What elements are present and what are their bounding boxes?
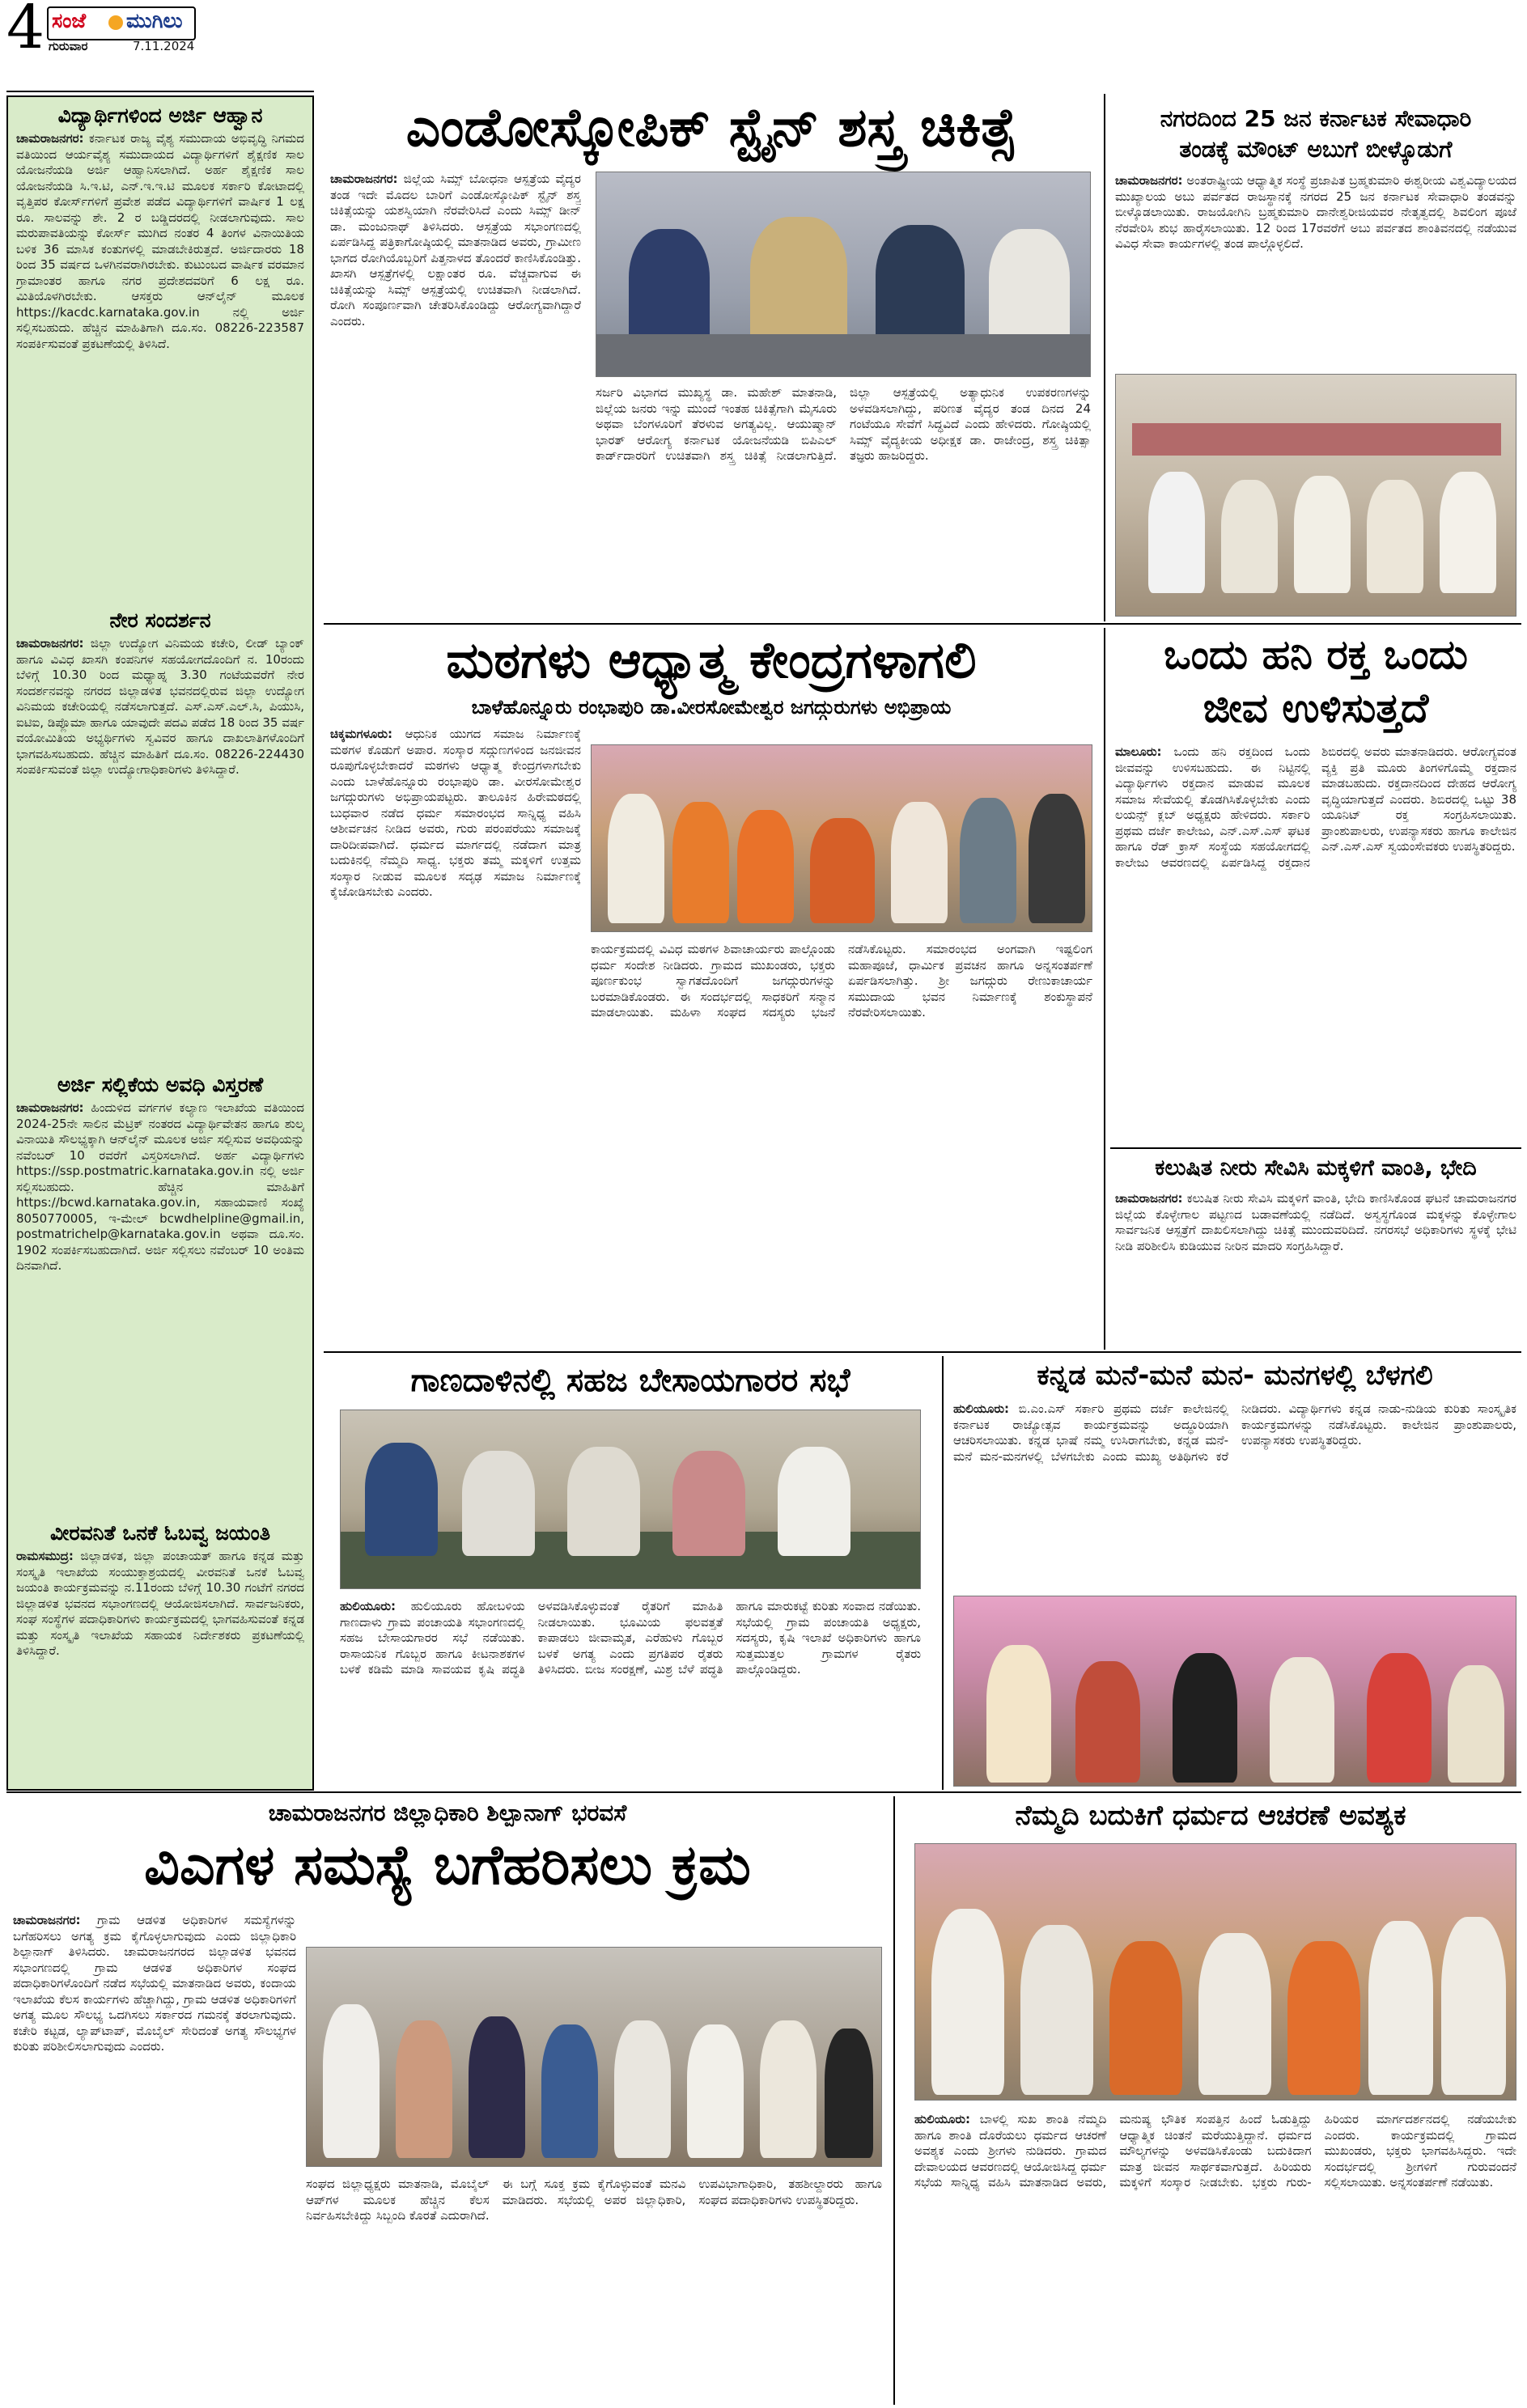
divider-bottom-right (893, 1796, 895, 2405)
lead-body-right (596, 385, 1091, 617)
blood-headline-line1: ಒಂದು ಹನಿ ರಕ್ತ ಒಂದು (1164, 631, 1468, 678)
sidebar-article4-text: ಜಿಲ್ಲಾಡಳಿತ, ಜಿಲ್ಲಾ ಪಂಚಾಯತ್ ಹಾಗೂ ಕನ್ನಡ ಮತ್ತು ಸಂಸ್ಕೃತಿ ಇಲಾಖೆಯ ಸಂಯುಕ್ತಾಶ್ರಯದಲ್ಲಿ ವೀರವನಿತೆ ಒನಕೆ ಓಬವ್ವ ಜಯಂತಿ ಕಾರ್ಯಕ್ರಮವನ್ನು ನ.11ರಂದು ಬೆಳಿಗ್ಗೆ 10.30 ಗಂಟೆಗೆ ನಗರದ ಜಿಲ್ಲಾಡಳಿತ ಭವನದ ಸಭಾಂಗಣದಲ್ಲಿ ಆಯೋಜಿಸಲಾಗಿದೆ. ಸಾರ್ವಜನಿಕರು, ಸಂಘ ಸಂಸ್ಥೆಗಳ ಪದಾಧಿಕಾರಿಗಳು ಕಾರ್ಯಕ್ರಮದಲ್ಲಿ ಭಾಗವಹಿಸುವಂತೆ ಕನ್ನಡ ಮತ್ತು ಸಂಸ್ಕೃತಿ ಇಲಾಖೆಯ ಸಹಾಯಕ ನಿರ್ದೇಶಕರು ಪ್ರಕಟಣೆಯಲ್ಲಿ ತಿಳಿಸಿದ್ದಾರೆ. (16, 1549, 304, 1658)
kannada-body-text: ಬಿ.ಎಂ.ಎಸ್ ಸರ್ಕಾರಿ ಪ್ರಥಮ ದರ್ಜೆ ಕಾಲೇಜಿನಲ್ಲಿ ಕರ್ನಾಟಕ ರಾಜ್ಯೋತ್ಸವ ಕಾರ್ಯಕ್ರಮವನ್ನು ಅದ್ಧೂರಿಯಾಗಿ ಆಚರಿಸಲಾಯಿತು. ಕನ್ನಡ ಭಾಷೆ ನಮ್ಮ ಉಸಿರಾಗಬೇಕು, ಕನ್ನಡ ಮನೆ-ಮನೆ ಮನ-ಮನಗಳಲ್ಲಿ ಬೆಳಗಬೇಕು ಎಂದು ಮುಖ್ಯ ಅತಿಥಿಗಳು ಕರೆ ನೀಡಿದರು. ವಿದ್ಯಾರ್ಥಿಗಳು ಕನ್ನಡ ನಾಡು-ನುಡಿಯ ಕುರಿತು ಸಾಂಸ್ಕೃತಿಕ ಕಾರ್ಯಕ್ರಮಗಳನ್ನು ನಡೆಸಿಕೊಟ್ಟರು. ಕಾಲೇಜಿನ ಪ್ರಾಂಶುಪಾಲರು, ಉಪನ್ಯಾಸಕರು ಉಪಸ್ಥಿತರಿದ್ದರು. (953, 1401, 1516, 1464)
ganadalu-story (324, 1356, 937, 1790)
sidebar-article2-dateline: ಚಾಮರಾಜನಗರ: (16, 636, 84, 651)
sidebar-article1-text: ಕರ್ನಾಟಕ ರಾಜ್ಯ ವೈಶ್ಯ ಸಮುದಾಯ ಅಭಿವೃದ್ಧಿ ನಿಗಮದ ವತಿಯಿಂದ ಆರ್ಯವೈಶ್ಯ ಸಮುದಾಯದ ವಿದ್ಯಾರ್ಥಿಗಳಿಗೆ ಶೈಕ್ಷಣಿಕ ಸಾಲ ಯೋಜನೆಯಡಿ ಅರ್ಜಿ ಆಹ್ವಾನಿಸಲಾಗಿದೆ. ಅರ್ಹ ಶೈಕ್ಷಣಿಕ ಸಾಲ ಯೋಜನೆಯಡಿ ಸಿ.ಇ.ಟಿ, ಎನ್.ಇ.ಇ.ಟಿ ಮೂಲಕ ಸರ್ಕಾರಿ ಕೋಟಾದಲ್ಲಿ ವೃತ್ತಿಪರ ಕೋರ್ಸ್‌ಗಳಿಗೆ ಪ್ರವೇಶ ಪಡೆದ ವಿದ್ಯಾರ್ಥಿಗಳಿಗೆ ವಾರ್ಷಿಕ 1 ಲಕ್ಷ ರೂ. ಸಾಲವನ್ನು ಶೇ. 2 ರ ಬಡ್ಡಿದರದಲ್ಲಿ ನೀಡಲಾಗುವುದು. ಸಾಲ ಮರುಪಾವತಿಯನ್ನು ಕೋರ್ಸ್ ಮುಗಿದ ನಂತರ 4 ತಿಂಗಳ ವಿನಾಯಿತಿಯ ಬಳಿಕ 36 ಮಾಸಿಕ ಕಂತುಗಳಲ್ಲಿ ಮಾಡಬೇಕಿರುತ್ತದೆ. ಅರ್ಜಿದಾರರು 18 ರಿಂದ 35 ವರ್ಷದ ಒಳಗಿನವರಾಗಿರಬೇಕು. ಕುಟುಂಬದ ವಾರ್ಷಿಕ ವರಮಾನ ಗ್ರಾಮಾಂತರ ಹಾಗೂ ನಗರ ಪ್ರದೇಶದವರಿಗೆ 6 ಲಕ್ಷ ರೂ. ಮಿತಿಯೊಳಗಿರಬೇಕು. ಆಸಕ್ತರು ಆನ್‌ಲೈನ್ ಮೂಲಕ https://kacdc.karnataka.gov.in ನಲ್ಲಿ ಅರ್ಜಿ ಸಲ್ಲಿಸಬಹುದು. ಹೆಚ್ಚಿನ ಮಾಹಿತಿಗಾಗಿ ದೂ.ಸಂ. 08226-223587 ಸಂಪರ್ಕಿಸುವಂತೆ ಪ್ರಕಟಣೆಯಲ್ಲಿ ತಿಳಿಸಿದೆ. (16, 131, 304, 351)
lead-dateline: ಚಾಮರಾಜನಗರ: (330, 172, 398, 186)
masthead-date: 7.11.2024 (133, 39, 195, 53)
sidebar-article4-dateline: ರಾಮಸಮುದ್ರ: (16, 1549, 74, 1563)
mathagalu-body-b: ಕಾರ್ಯಕ್ರಮದಲ್ಲಿ ವಿವಿಧ ಮಠಗಳ ಶಿವಾಚಾರ್ಯರು ಪಾಲ್ಗೊಂಡು ಧರ್ಮ ಸಂದೇಶ ನೀಡಿದರು. ಗ್ರಾಮದ ಮುಖಂಡರು, ಭಕ್ತರು ಪೂರ್ಣಕುಂಭ ಸ್ವಾಗತದೊಂದಿಗೆ ಜಗದ್ಗುರುಗಳನ್ನು ಬರಮಾಡಿಕೊಂಡರು. ಈ ಸಂದರ್ಭದಲ್ಲಿ ಸಾಧಕರಿಗೆ ಸನ್ಮಾನ ಮಾಡಲಾಯಿತು. ಮಹಿಳಾ ಸಂಘದ ಸದಸ್ಯರು ಭಜನೆ ನಡೆಸಿಕೊಟ್ಟರು. ಸಮಾರಂಭದ ಅಂಗವಾಗಿ ಇಷ್ಟಲಿಂಗ ಮಹಾಪೂಜೆ, ಧಾರ್ಮಿಕ ಪ್ರವಚನ ಹಾಗೂ ಅನ್ನಸಂತರ್ಪಣೆ ಏರ್ಪಡಿಸಲಾಗಿತ್ತು. ಶ್ರೀ ಜಗದ್ಗುರು ರೇಣುಕಾಚಾರ್ಯ ಸಮುದಾಯ ಭವನ ನಿರ್ಮಾಣಕ್ಕೆ ಶಂಕುಸ್ಥಾಪನೆ ನೆರವೇರಿಸಲಾಯಿತು. (591, 942, 1092, 1020)
water-body-text: ಕಲುಷಿತ ನೀರು ಸೇವಿಸಿ ಮಕ್ಕಳಿಗೆ ವಾಂತಿ, ಭೇದಿ ಕಾಣಿಸಿಕೊಂಡ ಘಟನೆ ಚಾಮರಾಜನಗರ ಜಿಲ್ಲೆಯ ಕೊಳ್ಳೇಗಾಲ ಪಟ್ಟಣದ ಬಡಾವಣೆಯಲ್ಲಿ ನಡೆದಿದೆ. ಅಸ್ವಸ್ಥಗೊಂಡ ಮಕ್ಕಳನ್ನು ಕೊಳ್ಳೇಗಾಲ ಸಾರ್ವಜನಿಕ ಆಸ್ಪತ್ರೆಗೆ ದಾಖಲಿಸಲಾಗಿದ್ದು ಚಿಕಿತ್ಸೆ ಮುಂದುವರಿದಿದೆ. ನಗರಸಭೆ ಅಧಿಕಾರಿಗಳು ಸ್ಥಳಕ್ಕೆ ಭೇಟಿ ನೀಡಿ ಪರಿಶೀಲಿಸಿ ಕುಡಿಯುವ ನೀರಿನ ಮಾದರಿ ಸಂಗ್ರಹಿಸಿದ್ದಾರೆ. (1115, 1191, 1516, 1253)
row3-rule (6, 1791, 1521, 1793)
kannada-body (953, 1401, 1516, 1588)
sidebar-article3-text: ಹಿಂದುಳಿದ ವರ್ಗಗಳ ಕಲ್ಯಾಣ ಇಲಾಖೆಯ ವತಿಯಿಂದ 2024-25ನೇ ಸಾಲಿನ ಮೆಟ್ರಿಕ್ ನಂತರದ ವಿದ್ಯಾರ್ಥಿವೇತನ ಹಾಗೂ ಶುಲ್ಕ ವಿನಾಯಿತಿ ಸೌಲಭ್ಯಕ್ಕಾಗಿ ಆನ್‌ಲೈನ್ ಮೂಲಕ ಅರ್ಜಿ ಸಲ್ಲಿಸುವ ಅವಧಿಯನ್ನು ನವೆಂಬರ್ 10 ರವರೆಗೆ ವಿಸ್ತರಿಸಲಾಗಿದೆ. ಅರ್ಹ ವಿದ್ಯಾರ್ಥಿಗಳು https://ssp.postmatric.karnataka.gov.in ನಲ್ಲಿ ಅರ್ಜಿ ಸಲ್ಲಿಸಬಹುದು. ಹೆಚ್ಚಿನ ಮಾಹಿತಿಗೆ https://bcwd.karnataka.gov.in, ಸಹಾಯವಾಣಿ ಸಂಖ್ಯೆ 8050770005, ಇ-ಮೇಲ್ bcwdhelpline@gmail.in, postmatrichelp@karnataka.gov.in ಅಥವಾ ದೂ.ಸಂ. 1902 ಸಂಪರ್ಕಿಸಬಹುದಾಗಿದೆ. ಅರ್ಜಿ ಸಲ್ಲಿಸಲು ನವೆಂಬರ್ 10 ಅಂತಿಮ ದಿನವಾಗಿದೆ. (16, 1100, 304, 1273)
lead-body-b: ಸರ್ಜರಿ ವಿಭಾಗದ ಮುಖ್ಯಸ್ಥ ಡಾ. ಮಹೇಶ್ ಮಾತನಾಡಿ, ಜಿಲ್ಲೆಯ ಜನರು ಇನ್ನು ಮುಂದೆ ಇಂತಹ ಚಿಕಿತ್ಸೆಗಾಗಿ ಮೈಸೂರು ಅಥವಾ ಬೆಂಗಳೂರಿಗೆ ತೆರಳುವ ಅಗತ್ಯವಿಲ್ಲ. ಆಯುಷ್ಮಾನ್ ಭಾರತ್ ಆರೋಗ್ಯ ಕರ್ನಾಟಕ ಯೋಜನೆಯಡಿ ಬಿಪಿಎಲ್ ಕಾರ್ಡ್‌ದಾರರಿಗೆ ಉಚಿತವಾಗಿ ಶಸ್ತ್ರ ಚಿಕಿತ್ಸೆ ನೀಡಲಾಗುತ್ತಿದೆ. ಜಿಲ್ಲಾ ಆಸ್ಪತ್ರೆಯಲ್ಲಿ ಅತ್ಯಾಧುನಿಕ ಉಪಕರಣಗಳನ್ನು ಅಳವಡಿಸಲಾಗಿದ್ದು, ಪರಿಣತ ವೈದ್ಯರ ತಂಡ ದಿನದ 24 ಗಂಟೆಯೂ ಸೇವೆಗೆ ಸಿದ್ಧವಿದೆ ಎಂದು ಹೇಳಿದರು. ಗೋಷ್ಠಿಯಲ್ಲಿ ಸಿಮ್ಸ್ ವೈದ್ಯಕೀಯ ಅಧೀಕ್ಷಕ ಡಾ. ರಾಜೇಂದ್ರ, ಶಸ್ತ್ರ ಚಿಕಿತ್ಸಾ ತಜ್ಞರು ಹಾಜರಿದ್ದರು. (596, 385, 1091, 463)
blood-headline-line2: ಜೀವ ಉಳಿಸುತ್ತದೆ (1203, 685, 1429, 731)
mathagalu-subhead: ಬಾಳೆಹೊನ್ನೂರು ರಂಭಾಪುರಿ ಡಾ.ವೀರಸೋಮೇಶ್ವರ ಜಗದ್ಗುರುಗಳು ಅಭಿಪ್ರಾಯ (471, 696, 952, 719)
va-dateline: ಚಾಮರಾಜನಗರ: (13, 1913, 81, 1927)
sidebar-article2-body (16, 636, 304, 1065)
dharma-body-b: ಧರ್ಮದ ಮೌಲ್ಯಗಳನ್ನು ಅಳವಡಿಸಿಕೊಂಡು ಬದುಕಿದಾಗ ಮಾತ್ರ ಜೀವನ ಸಾರ್ಥಕವಾಗುತ್ತದೆ. ಹಿರಿಯರು ಮಕ್ಕಳಿಗೆ ಸಂಸ್ಕಾರ ನೀಡಬೇಕು. ಭಕ್ತರು ಗುರು-ಹಿರಿಯರ ಮಾರ್ಗದರ್ಶನದಲ್ಲಿ ನಡೆಯಬೇಕು ಎಂದರು. (1119, 2112, 1516, 2190)
seva-body (1115, 173, 1516, 364)
sidebar-article3-body (16, 1100, 304, 1513)
sidebar-article2-text: ಜಿಲ್ಲಾ ಉದ್ಯೋಗ ವಿನಿಮಯ ಕಚೇರಿ, ಲೀಡ್ ಬ್ಯಾಂಕ್ ಹಾಗೂ ವಿವಿಧ ಖಾಸಗಿ ಕಂಪನಿಗಳ ಸಹಯೋಗದೊಂದಿಗೆ ನ. 10ರಂದು ಬೆಳಿಗ್ಗೆ 10.30 ರಿಂದ ಮಧ್ಯಾಹ್ನ 3.30 ಗಂಟೆಯವರೆಗೆ ನೇರ ಸಂದರ್ಶನವನ್ನು ನಗರದ ಜಿಲ್ಲಾಡಳಿತ ಭವನದಲ್ಲಿರುವ ಜಿಲ್ಲಾ ಉದ್ಯೋಗ ವಿನಿಮಯ ಕಚೇರಿಯಲ್ಲಿ ನಡೆಸಲಾಗುತ್ತದೆ. ಎಸ್.ಎಸ್.ಎಲ್.ಸಿ, ಪಿಯುಸಿ, ಐಟಿಐ, ಡಿಪ್ಲೊಮಾ ಹಾಗೂ ಯಾವುದೇ ಪದವಿ ಪಡೆದ 18 ರಿಂದ 35 ವರ್ಷ ವಯೋಮಿತಿಯ ಅಭ್ಯರ್ಥಿಗಳು ಸ್ವವಿವರ ಹಾಗೂ ದಾಖಲಾತಿಗಳೊಂದಿಗೆ ಭಾಗವಹಿಸಬಹುದು. ಹೆಚ್ಚಿನ ಮಾಹಿತಿಗೆ ದೂ.ಸಂ. 08226-224430 ಸಂಪರ್ಕಿಸುವಂತೆ ಜಿಲ್ಲಾ ಉದ್ಯೋಗಾಧಿಕಾರಿಗಳು ತಿಳಿಸಿದ್ದಾರೆ. (16, 636, 304, 777)
lead-body-a: ಜಿಲ್ಲೆಯ ಸಿಮ್ಸ್ ಬೋಧನಾ ಆಸ್ಪತ್ರೆಯ ವೈದ್ಯರ ತಂಡ ಇದೇ ಮೊದಲ ಬಾರಿಗೆ ಎಂಡೋಸ್ಕೋಪಿಕ್ ಸ್ಟೈನ್ ಶಸ್ತ್ರ ಚಿಕಿತ್ಸೆಯನ್ನು ಯಶಸ್ವಿಯಾಗಿ ನೆರವೇರಿಸಿದೆ ಎಂದು ಸಿಮ್ಸ್ ಡೀನ್ ಡಾ. ಮಂಜುನಾಥ್ ತಿಳಿಸಿದರು. ಆಸ್ಪತ್ರೆಯ ಸಭಾಂಗಣದಲ್ಲಿ ಏರ್ಪಡಿಸಿದ್ದ ಪತ್ರಿಕಾಗೋಷ್ಠಿಯಲ್ಲಿ ಮಾತನಾಡಿದ ಅವರು, ಗ್ರಾಮೀಣ ಭಾಗದ ರೋಗಿಯೊಬ್ಬರಿಗೆ ಪಿತ್ತನಾಳದ ತೊಂದರೆ ಕಾಣಿಸಿಕೊಂಡಿತ್ತು. ಖಾಸಗಿ ಆಸ್ಪತ್ರೆಗಳಲ್ಲಿ ಲಕ್ಷಾಂತರ ರೂ. ವೆಚ್ಚವಾಗುವ ಈ ಚಿಕಿತ್ಸೆಯನ್ನು ಸಿಮ್ಸ್ ಆಸ್ಪತ್ರೆಯಲ್ಲಿ ಉಚಿತವಾಗಿ ನೀಡಲಾಗಿದೆ. ರೋಗಿ ಸಂಪೂರ್ಣವಾಗಿ ಚೇತರಿಸಿಕೊಂಡಿದ್ದು ಆರೋಗ್ಯವಾಗಿದ್ದಾರೆ ಎಂದರು. (330, 172, 581, 329)
seva-headline-line1: ನಗರದಿಂದ 25 ಜನ ಕರ್ನಾಟಕ ಸೇವಾಧಾರಿ (1160, 105, 1472, 132)
divider-bottom-mid (942, 1356, 944, 1790)
page-number: 4 (6, 3, 45, 55)
row2-rule (324, 1351, 1521, 1353)
masthead-name-part2: ಮುಗಿಲು (126, 9, 183, 32)
va-story (6, 1796, 889, 2405)
va-body-right (306, 2177, 882, 2400)
seva-photo (1115, 374, 1516, 617)
water-body (1115, 1191, 1516, 1345)
polluted-water-story (1110, 1152, 1521, 1350)
row1-rule (324, 623, 1521, 625)
va-body-a: ಗ್ರಾಮ ಆಡಳಿತ ಅಧಿಕಾರಿಗಳ ಸಮಸ್ಯೆಗಳನ್ನು ಬಗೆಹರಿಸಲು ಅಗತ್ಯ ಕ್ರಮ ಕೈಗೊಳ್ಳಲಾಗುವುದು ಎಂದು ಜಿಲ್ಲಾಧಿಕಾರಿ ಶಿಲ್ಪಾನಾಗ್ ತಿಳಿಸಿದರು. ಚಾಮರಾಜನಗರದ ಜಿಲ್ಲಾಡಳಿತ ಭವನದ ಸಭಾಂಗಣದಲ್ಲಿ ಗ್ರಾಮ ಆಡಳಿತ ಅಧಿಕಾರಿಗಳ ಸಂಘದ ಪದಾಧಿಕಾರಿಗಳೊಂದಿಗೆ ನಡೆದ ಸಭೆಯಲ್ಲಿ ಮಾತನಾಡಿದ ಅವರು, ಕಂದಾಯ ಇಲಾಖೆಯ ಕೆಲಸ ಕಾರ್ಯಗಳು ಹೆಚ್ಚಾಗಿದ್ದು, ಗ್ರಾಮ ಆಡಳಿತ ಅಧಿಕಾರಿಗಳಿಗೆ ಅಗತ್ಯ ಮೂಲ ಸೌಲಭ್ಯ ಒದಗಿಸಲು ಸರ್ಕಾರದ ಗಮನಕ್ಕೆ ತರಲಾಗುವುದು. ಕಚೇರಿ ಕಟ್ಟಡ, ಲ್ಯಾಪ್‌ಟಾಪ್, ಮೊಬೈಲ್ ಸೇರಿದಂತೆ ಅಗತ್ಯ ಸೌಲಭ್ಯಗಳ ಕುರಿತು ಪರಿಶೀಲಿಸಲಾಗುವುದು ಎಂದರು. (13, 1913, 296, 2054)
ganadalu-body-b: ಬೀಜ ಸಂರಕ್ಷಣೆ, ಮಿಶ್ರ ಬೆಳೆ ಪದ್ಧತಿ ಹಾಗೂ ಮಾರುಕಟ್ಟೆ ಕುರಿತು ಸಂವಾದ ನಡೆಯಿತು. ಸಭೆಯಲ್ಲಿ ಗ್ರಾಮ ಪಂಚಾಯತಿ ಅಧ್ಯಕ್ಷರು, ಸದಸ್ಯರು, ಕೃಷಿ ಇಲಾಖೆ ಅಧಿಕಾರಿಗಳು ಹಾಗೂ ಸುತ್ತಮುತ್ತಲ ಗ್ರಾಮಗಳ ರೈತರು ಪಾಲ್ಗೊಂಡಿದ್ದರು. (584, 1599, 921, 1677)
dharma-dateline: ಹುಲಿಯೂರು: (914, 2112, 971, 2126)
sidebar-article4-body (16, 1549, 304, 1751)
sidebar-article3-title: ಅರ್ಜಿ ಸಲ್ಲಿಕೆಯ ಅವಧಿ ವಿಸ್ತರಣೆ (57, 1073, 264, 1096)
ganadalu-dateline: ಹುಲಿಯೂರು: (340, 1599, 397, 1613)
water-headline: ಕಲುಷಿತ ನೀರು ಸೇವಿಸಿ ಮಕ್ಕಳಿಗೆ ವಾಂತಿ, ಭೇದಿ (1155, 1155, 1477, 1181)
karnataka-seva-story (1110, 94, 1521, 621)
masthead (6, 3, 314, 55)
blood-body (1115, 744, 1516, 1141)
kannada-mane-story (948, 1356, 1521, 1790)
sidebar-article1-dateline: ಚಾಮರಾಜನಗರ: (16, 131, 84, 146)
seva-dateline: ಚಾಮರಾಜನಗರ: (1115, 173, 1183, 188)
mathagalu-body-right (591, 942, 1092, 1351)
lead-body-left (330, 172, 581, 617)
dharma-headline: ನೆಮ್ಮದಿ ಬದುಕಿಗೆ ಧರ್ಮದ ಆಚರಣೆ ಅವಶ್ಯಕ (1015, 1800, 1406, 1832)
divider-lead-right (1104, 94, 1105, 621)
dharma-body (914, 2112, 1516, 2400)
divider-mid-right (1104, 628, 1105, 1350)
va-kicker: ಚಾಮರಾಜನಗರ ಜಿಲ್ಲಾಧಿಕಾರಿ ಶಿಲ್ಪಾನಾಗ್ ಭರವಸೆ (268, 1800, 627, 1826)
water-dateline: ಚಾಮರಾಜನಗರ: (1115, 1191, 1183, 1206)
seva-body-text: ಅಂತರಾಷ್ಟ್ರೀಯ ಆಧ್ಯಾತ್ಮಿಕ ಸಂಸ್ಥೆ ಪ್ರಜಾಪಿತ ಬ್ರಹ್ಮಕುಮಾರಿ ಈಶ್ವರೀಯ ವಿಶ್ವವಿದ್ಯಾಲಯದ ಮುಖ್ಯಾಲಯ ಅಬು ಪರ್ವತದ ರಾಜಸ್ಥಾನಕ್ಕೆ ನಗರದ 25 ಜನ ಕರ್ನಾಟಕ ಸೇವಾಧಾರಿ ತಂಡವನ್ನು ಬೀಳ್ಕೊಡಲಾಯಿತು. ರಾಜಯೋಗಿನಿ ಬ್ರಹ್ಮಕುಮಾರಿ ದಾನೇಶ್ವರೀಜಿಯವರ ನೇತೃತ್ವದಲ್ಲಿ ಶಿವಲಿಂಗ ಪೂಜೆ ನೆರವೇರಿಸಿ ಶುಭ ಹಾರೈಸಲಾಯಿತು. 12 ರಿಂದ 17ರವರೆಗೆ ಅಬು ಪರ್ವತದ ಶಾಂತಿವನದಲ್ಲಿ ನಡೆಯುವ ವಿವಿಧ ಸೇವಾ ಕಾರ್ಯಗಳಲ್ಲಿ ತಂಡ ಪಾಲ್ಗೊಳ್ಳಲಿದೆ. (1115, 173, 1516, 251)
seva-headline-line2: ತಂಡಕ್ಕೆ ಮೌಂಟ್ ಅಬುಗೆ ಬೀಳ್ಕೊಡುಗೆ (1179, 136, 1453, 163)
dharma-story (900, 1796, 1521, 2405)
kannada-photo (953, 1596, 1516, 1787)
va-body-left (13, 1913, 296, 2400)
kannada-headline: ಕನ್ನಡ ಮನೆ-ಮನೆ ಮನ- ಮನಗಳಲ್ಲಿ ಬೆಳಗಲಿ (1037, 1359, 1433, 1392)
mathagalu-story (324, 628, 1099, 1356)
ganadalu-body-a: ಹುಲಿಯೂರು ಹೋಬಳಿಯ ಗಾಣದಾಳು ಗ್ರಾಮ ಪಂಚಾಯತಿ ಸಭಾಂಗಣದಲ್ಲಿ ಸಹಜ ಬೇಸಾಯಗಾರರ ಸಭೆ ನಡೆಯಿತು. ರಾಸಾಯನಿಕ ಗೊಬ್ಬರ ಹಾಗೂ ಕೀಟನಾಶಕಗಳ ಬಳಕೆ ಕಡಿಮೆ ಮಾಡಿ ಸಾವಯವ ಕೃಷಿ ಪದ್ಧತಿ ಅಳವಡಿಸಿಕೊಳ್ಳುವಂತೆ ರೈತರಿಗೆ ಮಾಹಿತಿ ನೀಡಲಾಯಿತು. ಭೂಮಿಯ ಫಲವತ್ತತೆ ಕಾಪಾಡಲು ಜೀವಾಮೃತ, ಎರೆಹುಳು ಗೊಬ್ಬರ ಬಳಕೆ ಅಗತ್ಯ ಎಂದು ಪ್ರಗತಿಪರ ರೈತರು ತಿಳಿಸಿದರು. (340, 1599, 723, 1677)
lead-story (324, 94, 1099, 621)
dharma-body-c: ಕಾರ್ಯಕ್ರಮದಲ್ಲಿ ಗ್ರಾಮದ ಮುಖಂಡರು, ಭಕ್ತರು ಭಾಗವಹಿಸಿದ್ದರು. ಇದೇ ಸಂದರ್ಭದಲ್ಲಿ ಶ್ರೀಗಳಿಗೆ ಗುರುವಂದನೆ ಸಲ್ಲಿಸಲಾಯಿತು. ಅನ್ನಸಂತರ್ಪಣೆ ನಡೆಯಿತು. (1324, 2127, 1516, 2190)
sidebar-article1-body (16, 131, 304, 600)
blood-donation-story (1110, 628, 1521, 1146)
sidebar-article4-title: ವೀರವನಿತೆ ಒನಕೆ ಓಬವ್ವ ಜಯಂತಿ (50, 1521, 270, 1545)
mathagalu-body-left (330, 727, 581, 1351)
ganadalu-body (340, 1599, 921, 1785)
ganadalu-headline: ಗಾಣದಾಳಿನಲ್ಲಿ ಸಹಜ ಬೇಸಾಯಗಾರರ ಸಭೆ (410, 1362, 850, 1399)
masthead-box (47, 6, 196, 40)
lead-headline: ಎಂಡೋಸ್ಕೋಪಿಕ್ ಸ್ಟೈನ್ ಶಸ್ತ್ರ ಚಿಕಿತ್ಸೆ (405, 96, 1017, 159)
va-body-b: ಸಂಘದ ಜಿಲ್ಲಾಧ್ಯಕ್ಷರು ಮಾತನಾಡಿ, ಮೊಬೈಲ್ ಆಪ್‌ಗಳ ಮೂಲಕ ಹೆಚ್ಚಿನ ಕೆಲಸ ನಿರ್ವಹಿಸಬೇಕಿದ್ದು ಸಿಬ್ಬಂದಿ ಕೊರತೆ ಎದುರಾಗಿದೆ. ಈ ಬಗ್ಗೆ ಸೂಕ್ತ ಕ್ರಮ ಕೈಗೊಳ್ಳುವಂತೆ ಮನವಿ ಮಾಡಿದರು. ಸಭೆಯಲ್ಲಿ ಅಪರ ಜಿಲ್ಲಾಧಿಕಾರಿ, ಉಪವಿಭಾಗಾಧಿಕಾರಿ, ತಹಶೀಲ್ದಾರರು ಹಾಗೂ ಸಂಘದ ಪದಾಧಿಕಾರಿಗಳು ಉಪಸ್ಥಿತರಿದ್ದರು. (306, 2177, 882, 2223)
blood-rule (1110, 1147, 1521, 1149)
mathagalu-headline: ಮಠಗಳು ಆಧ್ಯಾತ್ಮ ಕೇಂದ್ರಗಳಾಗಲಿ (446, 630, 977, 689)
mathagalu-body-a: ಆಧುನಿಕ ಯುಗದ ಸಮಾಜ ನಿರ್ಮಾಣಕ್ಕೆ ಮಠಗಳ ಕೊಡುಗೆ ಅಪಾರ. ಸಂಸ್ಕಾರ ಸದ್ಗುಣಗಳಿಂದ ಜನಜೀವನ ರೂಪುಗೊಳ್ಳಬೇಕಾದರೆ ಮಠಗಳು ಆಧ್ಯಾತ್ಮ ಕೇಂದ್ರಗಳಾಗಬೇಕು ಎಂದು ಬಾಳೆಹೊನ್ನೂರು ರಂಭಾಪುರಿ ಡಾ. ವೀರಸೋಮೇಶ್ವರ ಜಗದ್ಗುರುಗಳು ಅಭಿಪ್ರಾಯಪಟ್ಟರು. ತಾಲೂಕಿನ ಹಿರೇಮಠದಲ್ಲಿ ಬುಧವಾರ ನಡೆದ ಧರ್ಮ ಸಮಾರಂಭದ ಸಾನ್ನಿಧ್ಯ ವಹಿಸಿ ಆಶೀರ್ವಚನ ನೀಡಿದ ಅವರು, ಗುರು ಪರಂಪರೆಯು ಸಮಾಜಕ್ಕೆ ದಾರಿದೀಪವಾಗಿದೆ. ಧರ್ಮದ ಮಾರ್ಗದಲ್ಲಿ ನಡೆದಾಗ ಮಾತ್ರ ಬದುಕಿನಲ್ಲಿ ನೆಮ್ಮದಿ ಸಾಧ್ಯ. ಭಕ್ತರು ತಮ್ಮ ಮಕ್ಕಳಿಗೆ ಉತ್ತಮ ಸಂಸ್ಕಾರ ನೀಡುವ ಮೂಲಕ ಸದೃಢ ಸಮಾಜ ನಿರ್ಮಾಣಕ್ಕೆ ಕೈಜೋಡಿಸಬೇಕು ಎಂದರು. (330, 727, 581, 899)
blood-body-text: ಒಂದು ಹನಿ ರಕ್ತದಿಂದ ಒಂದು ಜೀವವನ್ನು ಉಳಿಸಬಹುದು. ಈ ನಿಟ್ಟಿನಲ್ಲಿ ವಿದ್ಯಾರ್ಥಿಗಳು ರಕ್ತದಾನ ಮಾಡುವ ಮೂಲಕ ಸಮಾಜ ಸೇವೆಯಲ್ಲಿ ತೊಡಗಿಸಿಕೊಳ್ಳಬೇಕು ಎಂದು ಲಯನ್ಸ್ ಕ್ಲಬ್ ಅಧ್ಯಕ್ಷರು ಹೇಳಿದರು. ಸರ್ಕಾರಿ ಪ್ರಥಮ ದರ್ಜೆ ಕಾಲೇಜು, ಎನ್.ಎಸ್.ಎಸ್ ಘಟಕ ಹಾಗೂ ರೆಡ್ ಕ್ರಾಸ್ ಸಂಸ್ಥೆಯ ಸಹಯೋಗದಲ್ಲಿ ಕಾಲೇಜು ಆವರಣದಲ್ಲಿ ಏರ್ಪಡಿಸಿದ್ದ ರಕ್ತದಾನ ಶಿಬಿರದಲ್ಲಿ ಅವರು ಮಾತನಾಡಿದರು. ಆರೋಗ್ಯವಂತ ವ್ಯಕ್ತಿ ಪ್ರತಿ ಮೂರು ತಿಂಗಳಿಗೊಮ್ಮೆ ರಕ್ತದಾನ ಮಾಡಬಹುದು. ರಕ್ತದಾನದಿಂದ ದೇಹದ ಆರೋಗ್ಯ ವೃದ್ಧಿಯಾಗುತ್ತದೆ ಎಂದರು. ಶಿಬಿರದಲ್ಲಿ ಒಟ್ಟು 38 ಯೂನಿಟ್ ರಕ್ತ ಸಂಗ್ರಹಿಸಲಾಯಿತು. ಪ್ರಾಂಶುಪಾಲರು, ಉಪನ್ಯಾಸಕರು ಹಾಗೂ ಕಾಲೇಜಿನ ಎನ್.ಎಸ್.ಎಸ್ ಸ್ವಯಂಸೇವಕರು ಉಪಸ್ಥಿತರಿದ್ದರು. (1115, 744, 1516, 870)
blood-dateline: ಮಾಲೂರು: (1115, 744, 1162, 759)
masthead-rule (6, 91, 314, 92)
sidebar-article3-dateline: ಚಾಮರಾಜನಗರ: (16, 1100, 84, 1115)
va-headline: ವಿಎಗಳ ಸಮಸ್ಯೆ ಬಗೆಹರಿಸಲು ಕ್ರಮ (144, 1834, 751, 1897)
sidebar (6, 95, 314, 1791)
dharma-photo (914, 1843, 1516, 2101)
va-photo (306, 1947, 882, 2167)
lead-photo (596, 172, 1091, 377)
sidebar-article2-title: ನೇರ ಸಂದರ್ಶನ (109, 608, 211, 632)
kannada-dateline: ಹುಲಿಯೂರು: (953, 1401, 1010, 1416)
masthead-name-part1: ಸಂಜೆ (52, 9, 87, 32)
mathagalu-photo (591, 744, 1092, 932)
dharma-body-a: ಬಾಳಲ್ಲಿ ಸುಖ ಶಾಂತಿ ನೆಮ್ಮದಿ ಹಾಗೂ ಶಾಂತಿ ದೊರೆಯಲು ಧರ್ಮದ ಆಚರಣೆ ಅವಶ್ಯಕ ಎಂದು ಶ್ರೀಗಳು ನುಡಿದರು. ಗ್ರಾಮದ ದೇವಾಲಯದ ಆವರಣದಲ್ಲಿ ಆಯೋಜಿಸಿದ್ದ ಧರ್ಮ ಸಭೆಯ ಸಾನ್ನಿಧ್ಯ ವಹಿಸಿ ಮಾತನಾಡಿದ ಅವರು, ಮನುಷ್ಯ ಭೌತಿಕ ಸಂಪತ್ತಿನ ಹಿಂದೆ ಓಡುತ್ತಿದ್ದು ಆಧ್ಯಾತ್ಮಿಕ ಚಿಂತನೆ ಮರೆಯುತ್ತಿದ್ದಾನೆ. (914, 2112, 1312, 2190)
ganadalu-photo (340, 1410, 921, 1589)
mathagalu-dateline: ಚಿಕ್ಕಮಗಳೂರು: (330, 727, 393, 741)
masthead-logo-icon (108, 15, 123, 30)
masthead-day: ಗುರುವಾರ (49, 39, 88, 53)
sidebar-article1-title: ವಿದ್ಯಾರ್ಥಿಗಳಿಂದ ಅರ್ಜಿ ಆಹ್ವಾನ (57, 104, 263, 127)
